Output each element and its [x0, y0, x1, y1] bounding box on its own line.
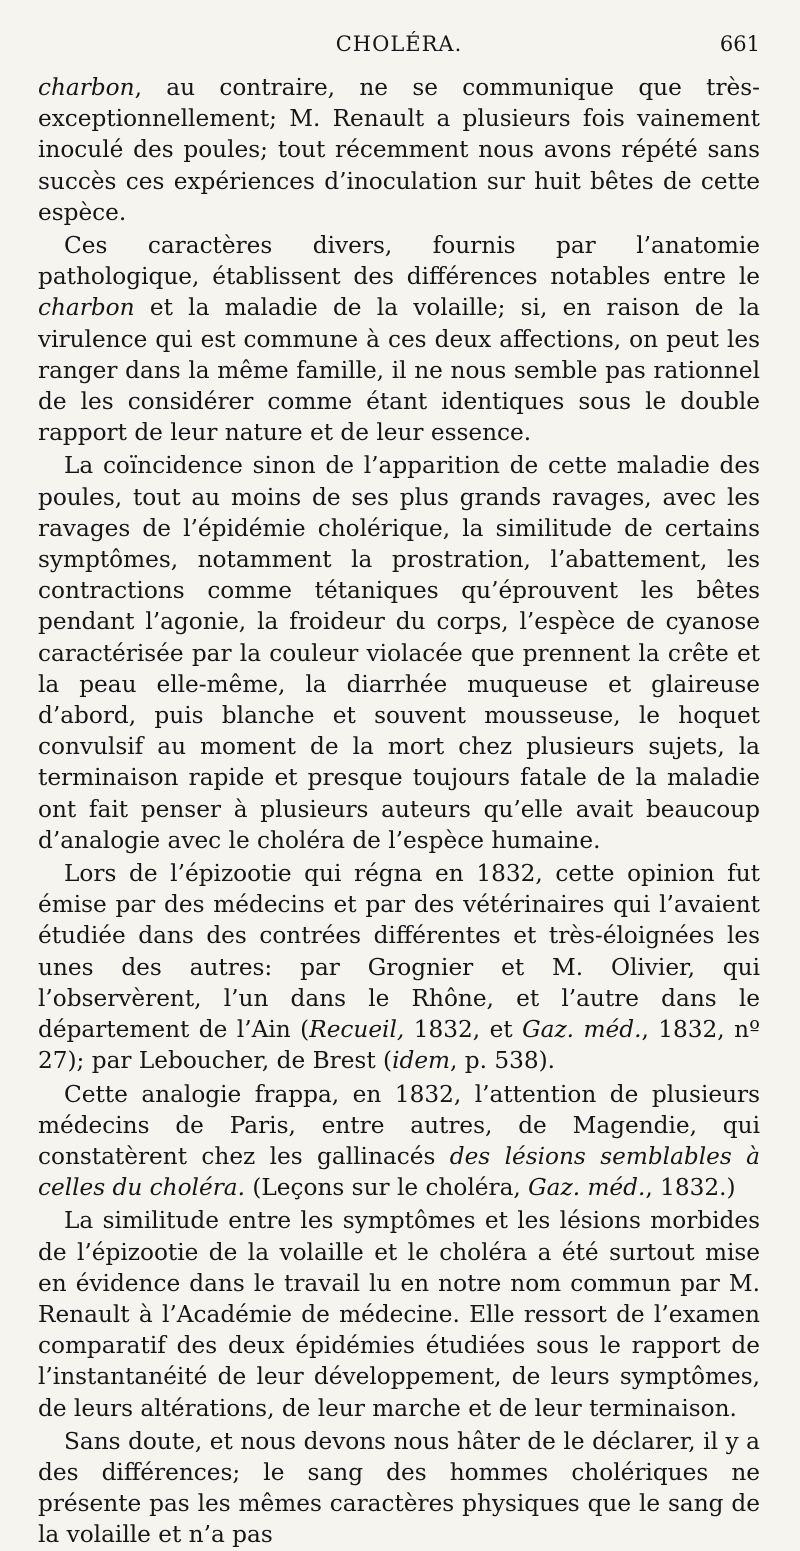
paragraph: [38, 230, 760, 448]
italic-term: Gaz. méd.: [528, 1174, 646, 1202]
paragraph-text: (Leçons sur le choléra,: [244, 1174, 529, 1202]
paragraph-text: Sans doute, et nous devons nous hâter de le déclarer, il y a des différences; le sang des hommes cholériques ne présente pas les mêmes caractères physiques que le sang de la volaille et n’a pas: [38, 1427, 760, 1549]
paragraph-text: et la maladie de la volaille; si, en raison de la virulence qui est commune à ces deux affections, on peut les ranger dans la même famille, il ne nous semble pas rationnel de les considérer comme étant identiques sous le double rapport de leur nature et de leur essence.: [38, 294, 760, 447]
paragraph: [38, 72, 760, 228]
paragraph-text: La coïncidence sinon de l’apparition de cette maladie des poules, tout au moins de ses plus grands ravages, avec les ravages de l’épidémie cholérique, la similitude de certains symptômes, notamment la prostration, l’abattement, les contractions comme tétaniques qu’éprouvent les bêtes pendant l’agonie, la froideur du corps, l’espèce de cyanose caractérisée par la couleur violacée que prennent la crête et la peau elle-même, la diarrhée muqueuse et glaireuse d’abord, puis blanche et souvent mousseuse, le hoquet convulsif au moment de la mort chez plusieurs sujets, la terminaison rapide et presque toujours fatale de la maladie ont fait penser à plusieurs auteurs qu’elle avait beaucoup d’analogie avec le choléra de l’espèce humaine.: [38, 452, 760, 854]
running-title: CHOLÉRA.: [335, 32, 463, 56]
italic-term: charbon: [38, 74, 135, 101]
paragraph: [38, 450, 760, 856]
page-header: [38, 28, 760, 72]
body-text: [38, 72, 760, 1551]
paragraph-text: , p. 538).: [450, 1047, 556, 1075]
paragraph-text: La similitude entre les symptômes et les lésions morbides de l’épizootie de la volaille et le choléra a été surtout mise en évidence dans le travail lu en notre nom commun par M. Renault à l’Académie de médecine. Elle ressort de l’examen comparatif des deux épidémies étudiées sous le rapport de l’instantanéité de leur développement, de leurs symptômes, de leurs altérations, de leur marche et de leur terminaison.: [38, 1207, 760, 1422]
paragraph: [38, 1426, 760, 1551]
paragraph: [38, 1079, 760, 1204]
italic-term: Gaz. méd.: [522, 1016, 642, 1044]
paragraph: [38, 858, 760, 1076]
paragraph-text: Ces caractères divers, fournis par l’anatomie pathologique, établissent des différences notables entre le: [38, 232, 760, 291]
italic-term: charbon: [38, 294, 135, 322]
paragraph: [38, 1205, 760, 1423]
paragraph-text: 1832, et: [404, 1016, 523, 1044]
page-number: 661: [719, 32, 760, 56]
paragraph-text: , 1832, nº 27); par Leboucher, de Brest (: [38, 1016, 760, 1075]
italic-term: Recueil,: [309, 1016, 405, 1044]
italic-term: des lésions semblables à celles du choléra.: [38, 1142, 760, 1202]
paragraph-text: Lors de l’épizootie qui régna en 1832, cette opinion fut émise par des médecins et par des vétérinaires qui l’avaient étudiée dans des contrées différentes et très-éloignées les unes des autres: par Grognier et M. Olivier, qui l’observèrent, l’un dans le Rhône, et l’autre dans le département de l’Ain (: [38, 860, 760, 1044]
paragraph-text: Cette analogie frappa, en 1832, l’attention de plusieurs médecins de Paris, entre autres, de Magendie, qui constatèrent chez les gallinacés: [38, 1080, 760, 1170]
paragraph-text: , au contraire, ne se communique que très-exceptionnellement; M. Renault a plusieurs fois vainement inoculé des poules; tout récemment nous avons répété sans succès ces expériences d’inoculation sur huit bêtes de cette espèce.: [38, 74, 760, 226]
paragraph-text: , 1832.): [645, 1174, 736, 1202]
italic-term: idem: [392, 1047, 451, 1075]
